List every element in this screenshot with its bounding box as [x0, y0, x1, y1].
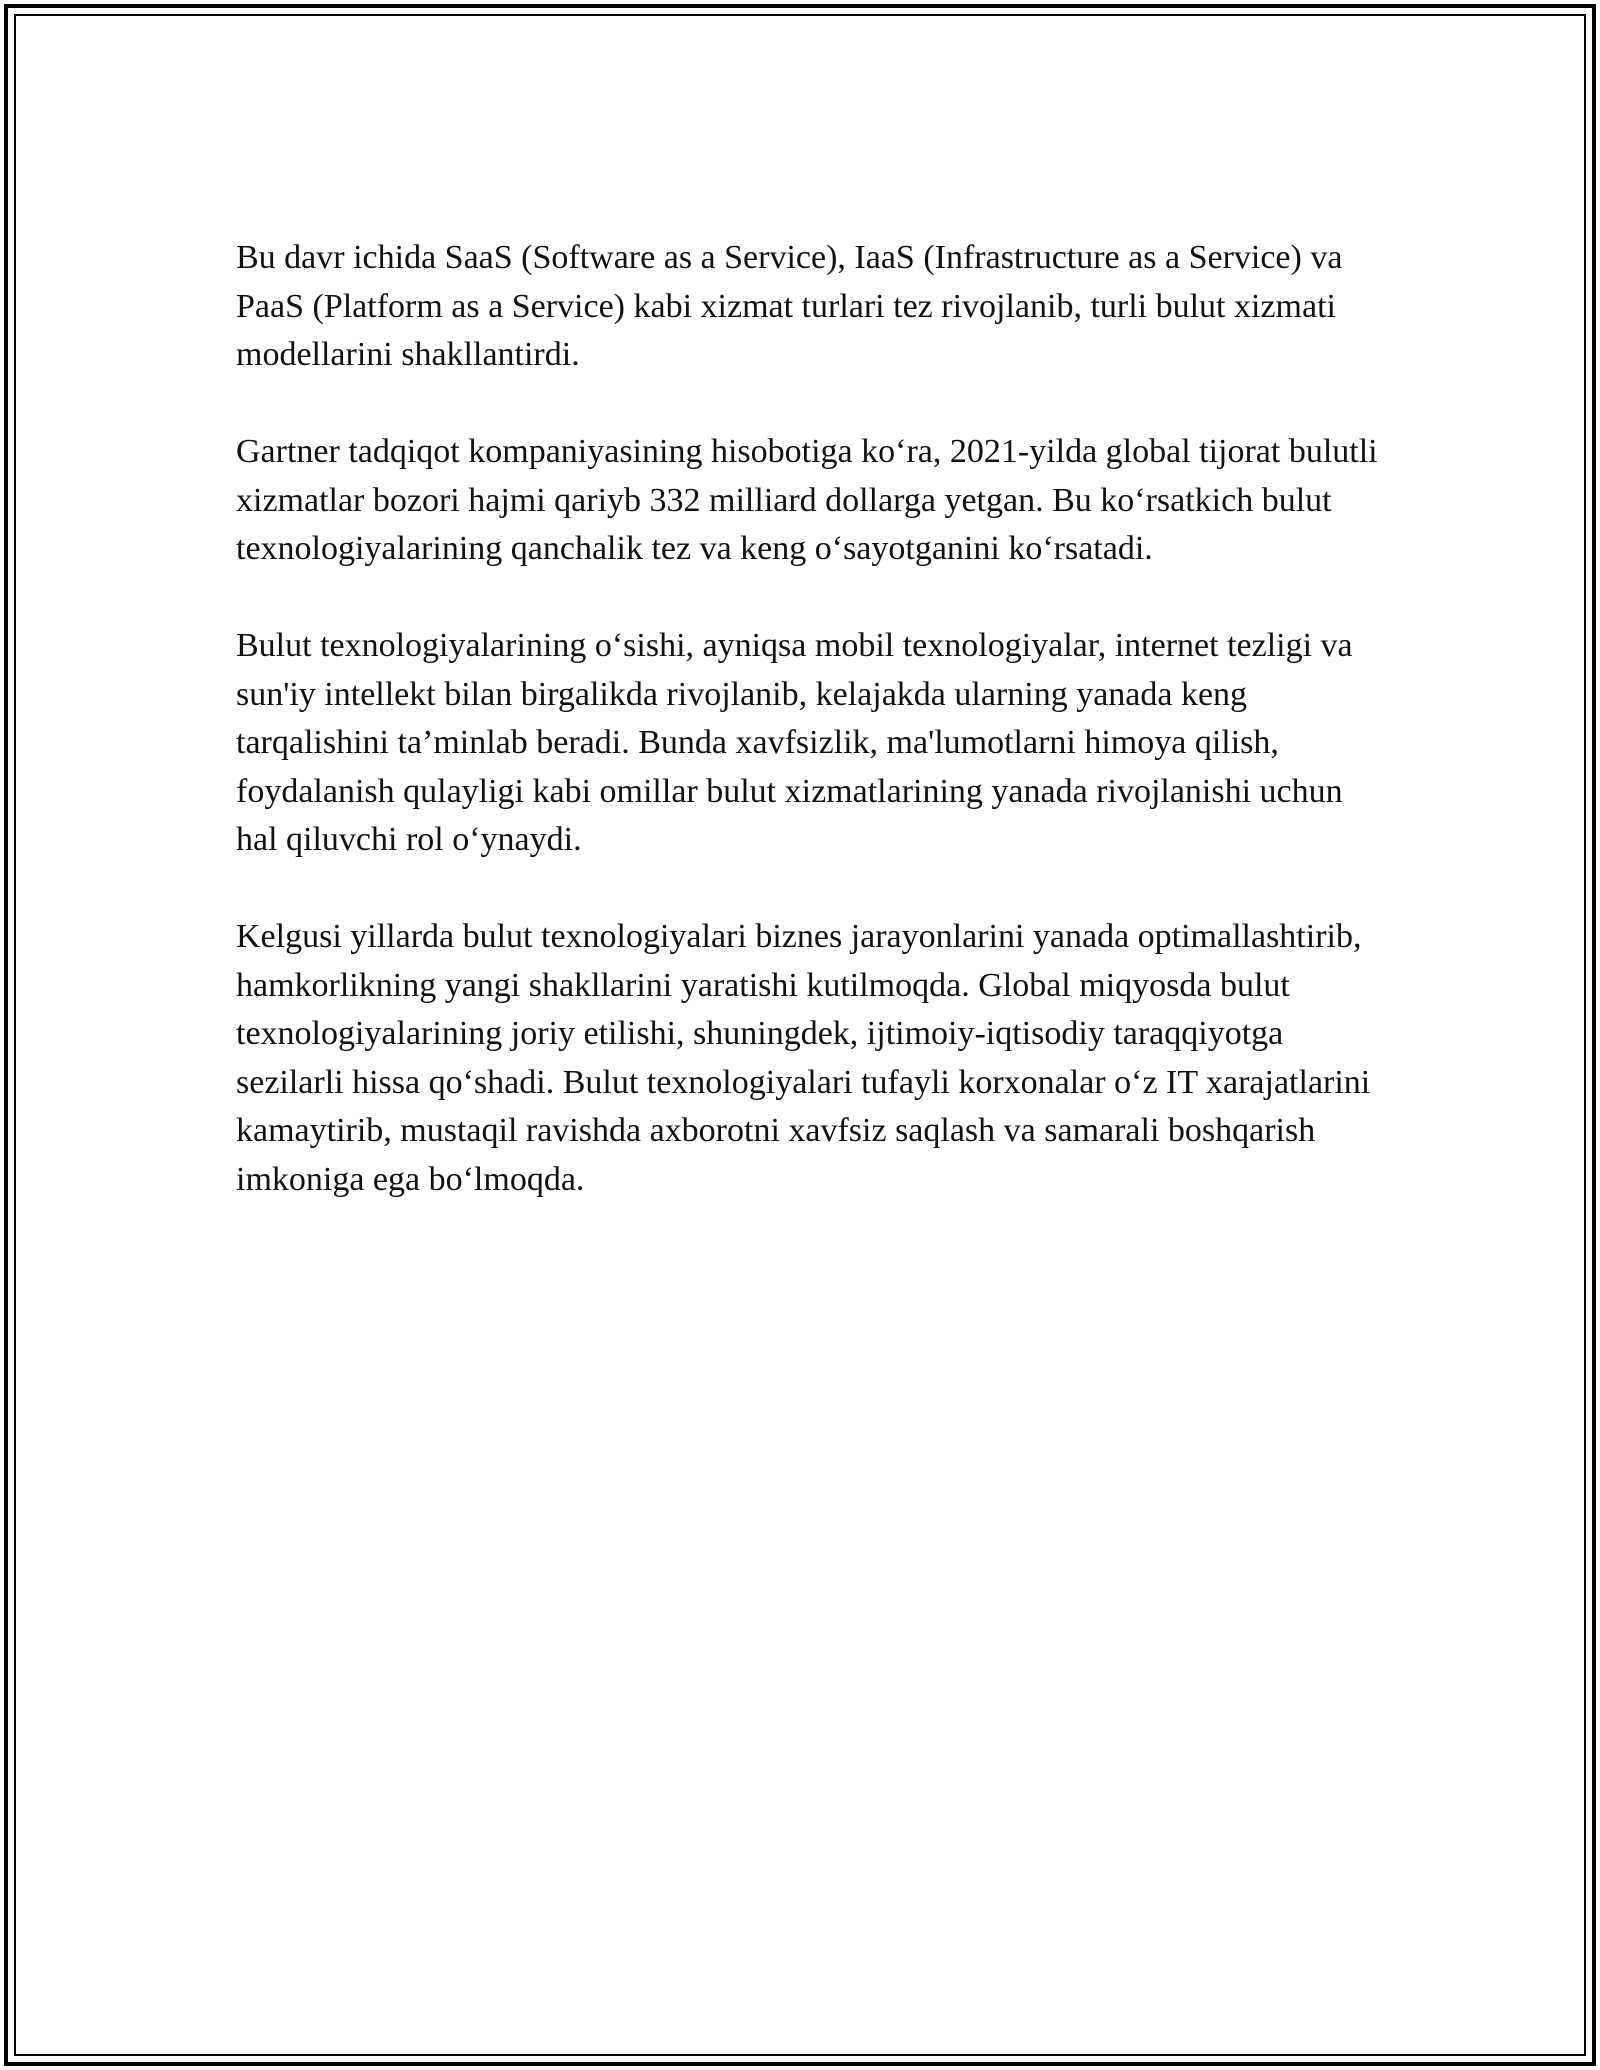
- document-body: [236, 234, 1386, 1253]
- paragraph-4: Kelgusi yillarda bulut texnologiyalari biznes jarayonlarini yanada optimallashtirib, hamkorlikning yangi shakllarini yaratishi kutilmoqda. Global miqyosda bulut texnologiyalarining joriy etilishi, shuningdek, ijtimoiy-iqtisodiy taraqqiyotga sezilarli hissa qo‘shadi. Bulut texnologiyalari tufayli korxonalar o‘z IT xarajatlarini kamaytirib, mustaqil ravishda axborotni xavfsiz saqlash va samarali boshqarish imkoniga ega bo‘lmoqda.: [236, 918, 1371, 1198]
- paragraph-3: Bulut texnologiyalarining o‘sishi, ayniqsa mobil texnologiyalar, internet tezligi va sun'iy intellekt bilan birgalikda rivojlanib, kelajakda ularning yanada keng tarqalishini ta’minlab beradi. Bunda xavfsizlik, ma'lumotlarni himoya qilish, foydalanish qulayligi kabi omillar bulut xizmatlarining yanada rivojlanishi uchun hal qiluvchi rol o‘ynaydi.: [236, 627, 1353, 858]
- paragraph-1: Bu davr ichida SaaS (Software as a Service), IaaS (Infrastructure as a Service) va PaaS (Platform as a Service) kabi xizmat turlari tez rivojlanib, turli bulut xizmati modellarini shakllantirdi.: [236, 239, 1343, 373]
- paragraph-2: Gartner tadqiqot kompaniyasining hisobotiga ko‘ra, 2021-yilda global tijorat bulutli xizmatlar bozori hajmi qariyb 332 milliard dollarga yetgan. Bu ko‘rsatkich bulut texnologiyalarining qanchalik tez va keng o‘sayotganini ko‘rsatadi.: [236, 433, 1378, 567]
